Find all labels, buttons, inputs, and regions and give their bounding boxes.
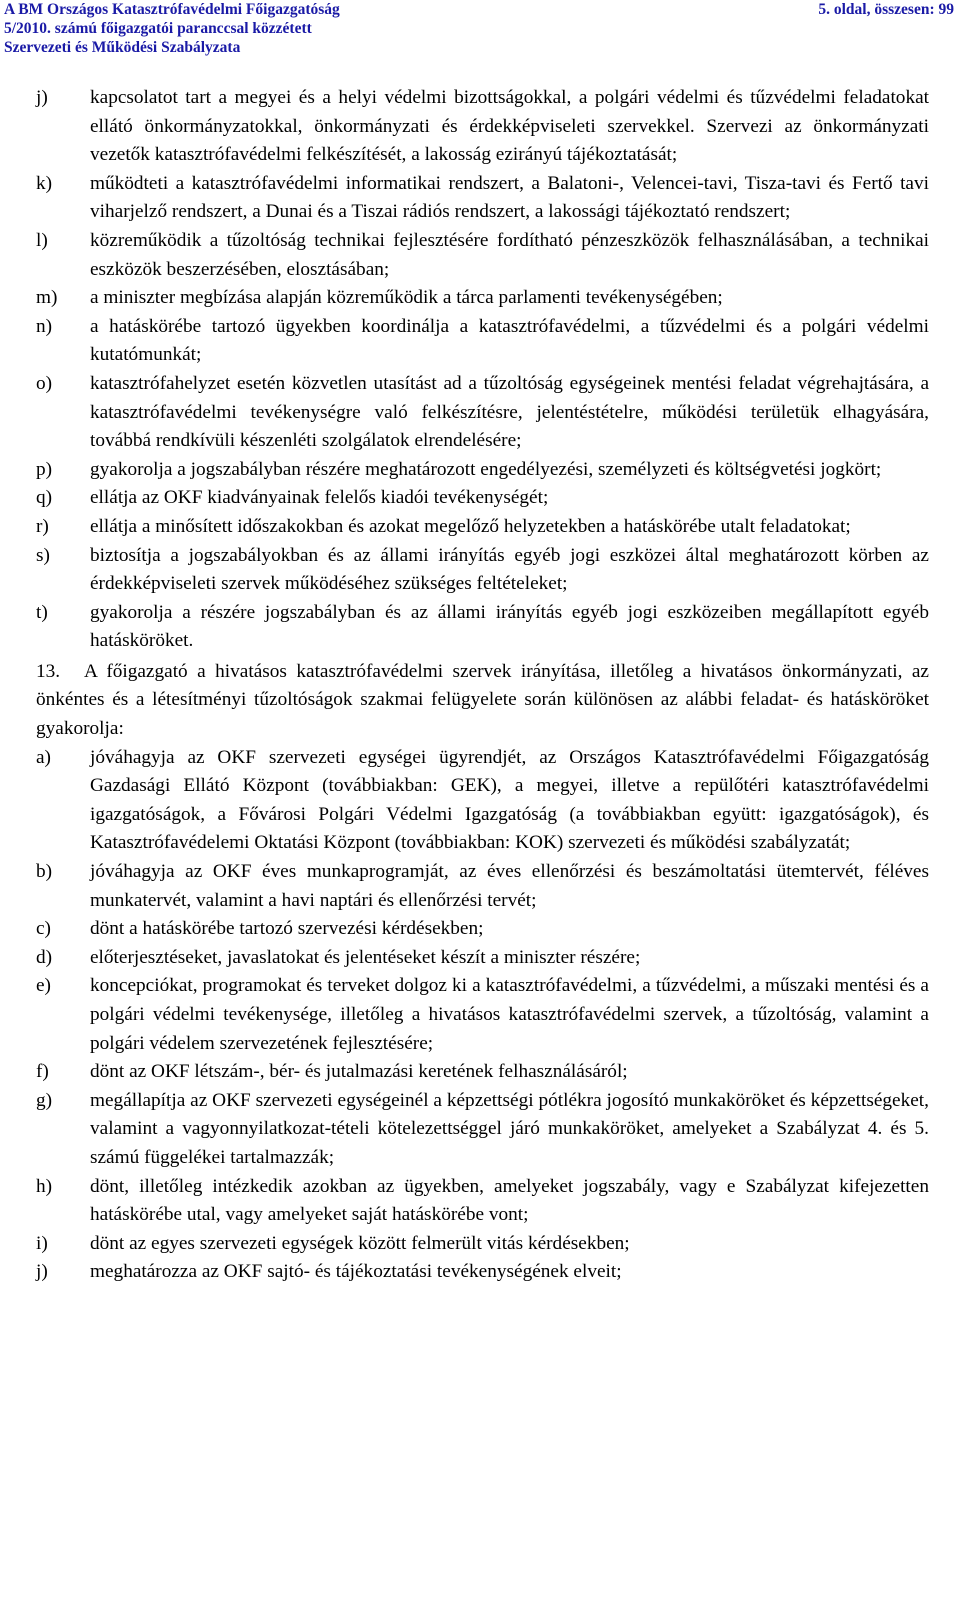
- header-line-2: 5/2010. számú főigazgatói paranccsal közzétett: [4, 20, 312, 37]
- list-item-i: [36, 1230, 929, 1259]
- item-text: katasztrófahelyzet esetén közvetlen utasítást ad a tűzoltóság egységeinek mentési feladat végrehajtására, a katasztrófavédelmi tevékenységre való felkészítésre, jelentéstételre, működési területük elhagyására, továbbá rendkívüli készenléti szolgálatok elrendelésére;: [90, 372, 929, 452]
- list-section-13: [36, 744, 929, 1287]
- item-text: működteti a katasztrófavédelmi informatikai rendszert, a Balatoni-, Velencei-tavi, Tisza-tavi és Fertő tavi viharjelző rendszert, a Dunai és a Tiszai rádiós rendszert, a lakossági tájékoztató rendszert;: [90, 172, 929, 223]
- list-item-q: [36, 484, 929, 513]
- item-text: dönt az egyes szervezeti egységek között felmerült vitás kérdésekben;: [90, 1232, 630, 1254]
- item-text: koncepciókat, programokat és terveket dolgoz ki a katasztrófavédelmi, a tűzvédelmi, a műszaki mentési és a polgári védelmi tevékenysége, illetőleg a hivatásos katasztrófavédelmi szervek, a tűzoltóság, valamint a polgári védelem szervezetének fejlesztésére;: [90, 975, 929, 1054]
- item-text: közreműködik a tűzoltóság technikai fejlesztésére fordítható pénzeszközök felhasználásában, a technikai eszközök beszerzésében, elosztásában;: [90, 229, 929, 280]
- list-item-a: [36, 744, 929, 858]
- item-label: o): [36, 372, 53, 394]
- list-item-f: [36, 1058, 929, 1087]
- item-text: gyakorolja a részére jogszabályban és az állami irányítás egyéb jogi eszközeiben megállapított egyéb hatásköröket.: [90, 601, 929, 652]
- item-label: d): [36, 946, 53, 968]
- header-organization: A BM Országos Katasztrófavédelmi Főigazgatóság: [4, 1, 340, 18]
- item-text: a hatáskörébe tartozó ügyekben koordinálja a katasztrófavédelmi, a tűzvédelmi és a polgári védelmi kutatómunkát;: [90, 315, 929, 366]
- list-item-g: [36, 1087, 929, 1173]
- item-label: s): [36, 544, 50, 566]
- list-item-j-2: [36, 1258, 929, 1287]
- item-text: jóváhagyja az OKF szervezeti egységei ügyrendjét, az Országos Katasztrófavédelmi Főigazgatóság Gazdasági Ellátó Központ (továbbiakban: GEK), a megyei, illetve a repülőtéri katasztrófavédelmi igazgatóságok, a Fővárosi Polgári Védelmi Igazgatóság (a továbbiakban együtt: igazgatóságok), és Katasztrófavédelemi Oktatási Központ (továbbiakban: KOK) szervezeti és működési szabályzatát;: [90, 746, 929, 854]
- list-item-r: [36, 513, 929, 542]
- section-text: A főigazgató a hivatásos katasztrófavédelmi szervek irányítása, illetőleg a hivatásos önkormányzati, az önkéntes és a létesítményi tűzoltóságok szakmai felügyelete során különösen az alábbi feladat- és hatásköröket gyakorolja:: [36, 660, 929, 740]
- item-text: a miniszter megbízása alapján közreműködik a tárca parlamenti tevékenységében;: [90, 287, 723, 309]
- item-text: előterjesztéseket, javaslatokat és jelentéseket készít a miniszter részére;: [90, 946, 641, 968]
- item-text: dönt az OKF létszám-, bér- és jutalmazási keretének felhasználásáról;: [90, 1061, 628, 1083]
- list-item-s: [36, 542, 929, 599]
- header-line-3: Szervezeti és Működési Szabályzata: [4, 39, 241, 56]
- item-label: m): [36, 287, 58, 309]
- item-label: f): [36, 1061, 49, 1083]
- list-item-e: [36, 972, 929, 1058]
- item-text: jóváhagyja az OKF éves munkaprogramját, az éves ellenőrzési és beszámoltatási ütemtervét, féléves munkatervét, valamint a havi naptári és ellenőrzési tervét;: [90, 861, 929, 911]
- item-text: ellátja az OKF kiadványainak felelős kiadói tevékenységét;: [90, 487, 549, 509]
- item-label: h): [36, 1175, 53, 1197]
- document-body: [36, 84, 929, 1287]
- section-13-paragraph: [36, 658, 929, 744]
- item-label: g): [36, 1089, 53, 1111]
- item-text: gyakorolja a jogszabályban részére meghatározott engedélyezési, személyzeti és költségvetési jogkört;: [90, 458, 882, 480]
- list-item-p: [36, 456, 929, 485]
- item-label: j): [36, 1261, 48, 1283]
- list-item-j: [36, 84, 929, 170]
- item-text: ellátja a minősített időszakokban és azokat megelőző helyzetekben a hatáskörébe utalt feladatokat;: [90, 515, 851, 537]
- header-line-1: [4, 0, 954, 19]
- list-item-b: [36, 858, 929, 915]
- item-label: a): [36, 746, 51, 768]
- item-text: biztosítja a jogszabályokban és az állami irányítás egyéb jogi eszközei által meghatározott körben az érdekképviseleti szervek működéséhez szükséges feltételeket;: [90, 544, 929, 595]
- list-item-t: [36, 599, 929, 656]
- item-label: n): [36, 315, 53, 337]
- list-item-k: [36, 170, 929, 227]
- item-text: dönt a hatáskörébe tartozó szervezési kérdésekben;: [90, 918, 484, 940]
- list-item-h: [36, 1173, 929, 1230]
- list-item-l: [36, 227, 929, 284]
- item-label: c): [36, 918, 51, 940]
- section-number: 13.: [36, 660, 61, 682]
- item-label: t): [36, 601, 48, 623]
- item-text: kapcsolatot tart a megyei és a helyi védelmi bizottságokkal, a polgári védelmi és tűzvédelmi feladatokat ellátó önkormányzatokkal, önkormányzati és érdekképviseleti szervekkel. Szervezi az önkormányzati vezetők katasztrófavédelmi felkészítését, a lakosság ezirányú tájékoztatását;: [90, 87, 929, 166]
- item-label: i): [36, 1232, 48, 1254]
- item-label: q): [36, 487, 53, 509]
- item-label: e): [36, 975, 51, 997]
- list-item-c: [36, 915, 929, 944]
- item-label: p): [36, 458, 53, 480]
- item-label: r): [36, 515, 49, 537]
- item-text: meghatározza az OKF sajtó- és tájékoztatási tevékenységének elveit;: [90, 1261, 622, 1283]
- list-top: [36, 84, 929, 656]
- item-label: j): [36, 87, 48, 108]
- list-item-o: [36, 370, 929, 456]
- list-item-n: [36, 313, 929, 370]
- item-label: l): [36, 229, 48, 251]
- list-item-m: [36, 284, 929, 313]
- item-label: b): [36, 861, 53, 883]
- page-number: 5. oldal, összesen: 99: [818, 1, 954, 18]
- item-text: dönt, illetőleg intézkedik azokban az ügyekben, amelyeket jogszabály, vagy e Szabályzat kifejezetten hatáskörébe utal, vagy amelyeket saját hatáskörébe vont;: [90, 1175, 929, 1226]
- page-header: [4, 0, 954, 57]
- item-text: megállapítja az OKF szervezeti egységeinél a képzettségi pótlékra jogosító munkaköröket és képzettségeket, valamint a vagyonnyilatkozat-tételi kötelezettséggel járó munkaköröket, amelyeket a Szabályzat 4. és 5. számú függelékei tartalmazzák;: [90, 1089, 929, 1168]
- item-label: k): [36, 172, 53, 194]
- list-item-d: [36, 944, 929, 973]
